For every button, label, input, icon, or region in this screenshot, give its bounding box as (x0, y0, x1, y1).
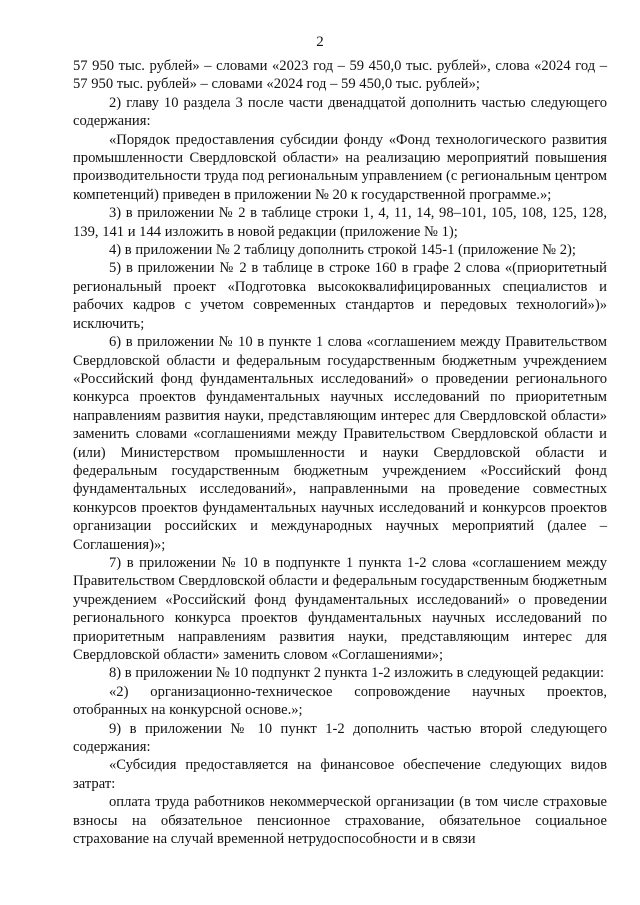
paragraph: оплата труда работников некоммерческой организации (в том числе страховые взносы на обязательное пенсионное страхование, обязательное социальное страхование на случай временной нетрудоспособности и в связи (73, 794, 607, 848)
paragraph: 57 950 тыс. рублей» – словами «2023 год – 59 450,0 тыс. рублей», слова «2024 год – 57 950 тыс. рублей» – словами «2024 год – 59 450,0 тыс. рублей»; (73, 58, 607, 93)
page-number: 2 (316, 34, 324, 50)
paragraph: 3) в приложении № 2 в таблице строки 1, 4, 11, 14, 98–101, 105, 108, 125, 128, 139, 141 и 144 изложить в новой редакции (приложение № 1); (73, 205, 607, 240)
paragraph: 6) в приложении № 10 в пункте 1 слова «соглашением между Правительством Свердловской области и федеральным государственным бюджетным учреждением «Российский фонд фундаментальных исследований» о проведении регионального конкурса проектов фундаментальных научных исследований по приоритетным направлениям развития науки, представляющим интерес для Свердловской области» заменить словами «соглашениями между Правительством Свердловской области и (или) Министерством промышленности и науки Свердловской области и федеральным государственным бюджетным учреждением «Российский фонд фундаментальных исследований», направленными на проведение совместных конкурсов проектов фундаментальных научных исследований и конкурсов проектов организации российских и международных научных мероприятий (далее – Соглашения)»; (73, 334, 607, 553)
paragraph: 8) в приложении № 10 подпункт 2 пункта 1-2 изложить в следующей редакции: (109, 665, 605, 682)
paragraph: 5) в приложении № 2 в таблице в строке 160 в графе 2 слова «(приоритетный региональный проект «Подготовка высококвалифицированных специалистов и рабочих кадров с учетом современных стандартов и передовых технологий»)» исключить; (73, 260, 607, 332)
paragraph: «Субсидия предоставляется на финансовое обеспечение следующих видов затрат: (73, 757, 607, 792)
paragraph: 4) в приложении № 2 таблицу дополнить строкой 145-1 (приложение № 2); (109, 242, 576, 259)
paragraph: «2) организационно-техническое сопровождение научных проектов, отобранных на конкурсной основе.»; (73, 683, 607, 719)
paragraph: 9) в приложении № 10 пункт 1-2 дополнить частью второй следующего содержания: (73, 720, 607, 756)
paragraph: 2) главу 10 раздела 3 после части двенадцатой дополнить частью следующего содержания: (73, 94, 607, 130)
paragraph: «Порядок предоставления субсидии фонду «Фонд технологического развития промышленности Свердловской области» на реализацию мероприятий повышения производительности труда под региональным управлением (с региональным центром компетенций) приведен в приложении № 20 к государственной программе.»; (73, 131, 607, 203)
document-body (73, 57, 607, 848)
paragraph: 7) в приложении № 10 в подпункте 1 пункта 1-2 слова «соглашением между Правительством Свердловской области и федеральным государственным бюджетным учреждением «Российский фонд фундаментальных исследований» о проведении регионального конкурса проектов фундаментальных научных исследований по приоритетным направлениям развития науки, представляющим интерес для Свердловской области» заменить словом «Соглашениями»; (73, 554, 607, 663)
